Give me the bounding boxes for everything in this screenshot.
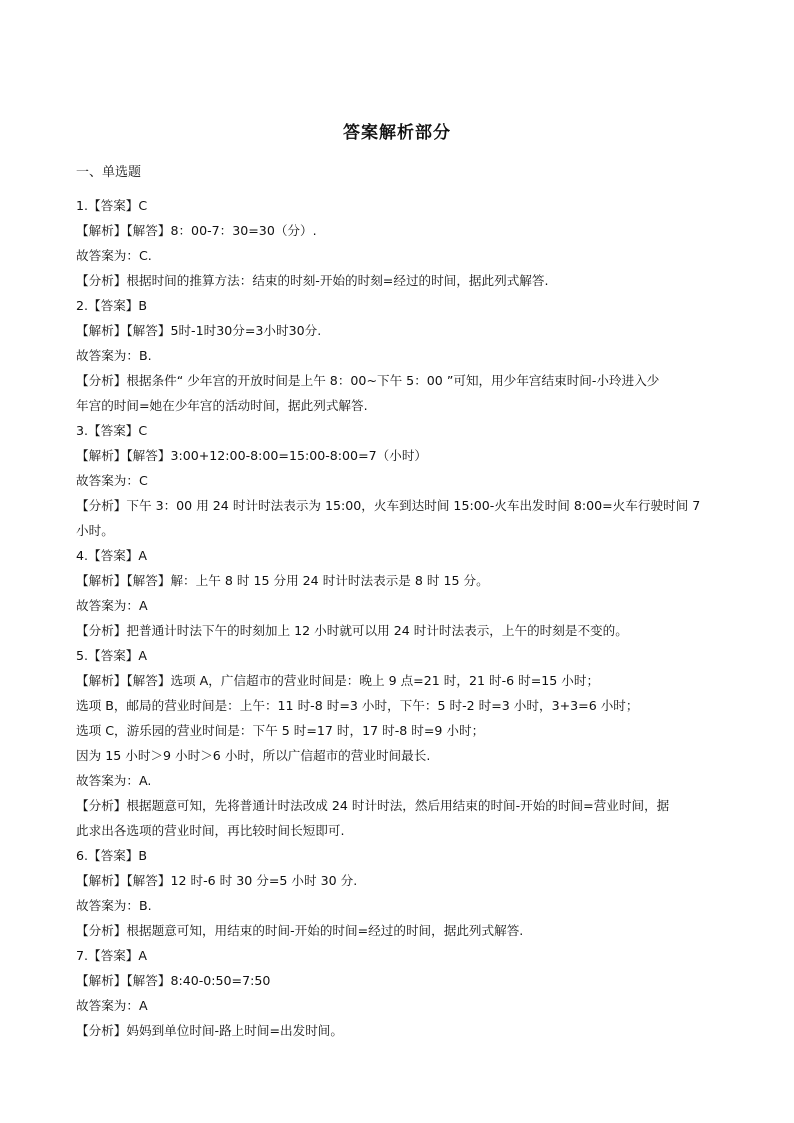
text-line: 小时。 — [76, 523, 114, 538]
text-line: 6.【答案】B — [76, 848, 148, 863]
text-line: 4.【答案】A — [76, 548, 148, 563]
text-line: 【分析】妈妈到单位时间-路上时间=出发时间。 — [76, 1023, 343, 1038]
text-line: 1.【答案】C — [76, 198, 148, 213]
text-line: 年宫的时间=她在少年宫的活动时间，据此列式解答. — [76, 398, 368, 413]
text-line: 故答案为：A — [76, 598, 148, 613]
text-line: 故答案为：B. — [76, 348, 152, 363]
text-line: 【解析】【解答】8:40-0:50=7:50 — [76, 973, 271, 988]
text-line: 此求出各选项的营业时间，再比较时间长短即可. — [76, 823, 345, 838]
text-line: 因为 15 小时＞9 小时＞6 小时，所以广信超市的营业时间最长. — [76, 748, 431, 763]
text-line: 【解析】【解答】12 时-6 时 30 分=5 小时 30 分. — [76, 873, 358, 888]
section-heading: 一、单选题 — [76, 165, 142, 180]
text-line: 【分析】根据条件“ 少年宫的开放时间是上午 8：00~下午 5：00 ”可知，用少年宫结束时间-小玲进入少 — [76, 373, 660, 388]
text-line: 【解析】【解答】选项 A，广信超市的营业时间是：晚上 9 点=21 时，21 时-6 时=15 小时； — [76, 673, 600, 688]
text-line: 【分析】根据题意可知，用结束的时间-开始的时间=经过的时间，据此列式解答. — [76, 923, 524, 938]
text-line: 5.【答案】A — [76, 648, 148, 663]
text-line: 选项 C，游乐园的营业时间是：下午 5 时=17 时，17 时-8 时=9 小时； — [76, 723, 485, 738]
text-line: 7.【答案】A — [76, 948, 148, 963]
text-line: 故答案为：A. — [76, 773, 152, 788]
text-line: 【分析】根据时间的推算方法：结束的时刻-开始的时刻=经过的时间，据此列式解答. — [76, 273, 549, 288]
text-line: 【分析】根据题意可知，先将普通计时法改成 24 时计时法，然后用结束的时间-开始的时间=营业时间，据 — [76, 798, 670, 813]
text-line: 选项 B，邮局的营业时间是：上午：11 时-8 时=3 小时，下午：5 时-2 时=3 小时，3+3=6 小时； — [76, 698, 639, 713]
text-line: 【解析】【解答】5时-1时30分=3小时30分. — [76, 323, 322, 338]
page-title: 答案解析部分 — [343, 123, 451, 143]
text-line: 【分析】把普通计时法下午的时刻加上 12 小时就可以用 24 时计时法表示，上午的时刻是不变的。 — [76, 623, 628, 638]
text-line: 【解析】【解答】8：00-7：30=30（分）. — [76, 223, 317, 238]
text-line: 故答案为：B. — [76, 898, 152, 913]
text-line: 故答案为：C. — [76, 248, 152, 263]
text-line: 故答案为：A — [76, 998, 148, 1013]
text-line: 2.【答案】B — [76, 298, 148, 313]
text-line: 【解析】【解答】解：上午 8 时 15 分用 24 时计时法表示是 8 时 15 分。 — [76, 573, 489, 588]
answer-lines — [76, 193, 726, 1043]
text-line: 3.【答案】C — [76, 423, 148, 438]
text-line: 【解析】【解答】3:00+12:00-8:00=15:00-8:00=7（小时） — [76, 448, 428, 463]
text-line: 【分析】下午 3：00 用 24 时计时法表示为 15:00，火车到达时间 15:00-火车出发时间 8:00=火车行驶时间 7 — [76, 498, 701, 513]
text-line: 故答案为：C — [76, 473, 148, 488]
